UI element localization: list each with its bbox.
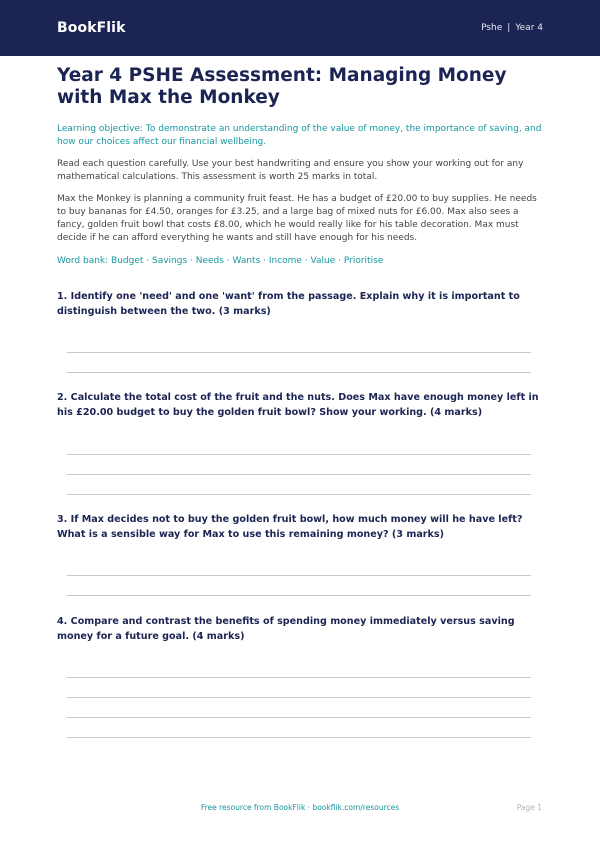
answer-line[interactable] bbox=[67, 595, 531, 596]
answer-line[interactable] bbox=[67, 454, 531, 455]
answer-line[interactable] bbox=[67, 474, 531, 475]
footer-credit[interactable]: Free resource from BookFlik · bookflik.com/resources bbox=[200, 803, 400, 812]
breadcrumb-year[interactable]: Year 4 bbox=[515, 23, 543, 33]
story-passage: Max the Monkey is planning a community fruit feast. He has a budget of £20.00 to buy supplies. He needs to buy bananas for £4.50, oranges for £3.25, and a large bag of mixed nuts for £6.00. Max also sees a fancy, golden fruit bowl that costs £8.00, which he would really like for his table decoration. Max must decide if he can afford everything he wants and still have enough for his needs. bbox=[57, 194, 537, 243]
question-3: 3. If Max decides not to buy the golden fruit bowl, how much money will he have left? What is a sensible way for Max to use this remaining money? (3 marks) bbox=[57, 514, 523, 540]
answer-line[interactable] bbox=[67, 737, 531, 738]
answer-line[interactable] bbox=[67, 575, 531, 576]
question-1: 1. Identify one 'need' and one 'want' from the passage. Explain why it is important to distinguish between the two. (3 marks) bbox=[57, 291, 520, 317]
header-bar bbox=[0, 0, 600, 56]
breadcrumb bbox=[481, 23, 543, 33]
answer-line[interactable] bbox=[67, 697, 531, 698]
page-number: Page 1 bbox=[516, 803, 542, 812]
worksheet-intro bbox=[57, 65, 543, 268]
breadcrumb-separator: | bbox=[507, 23, 511, 33]
word-bank: Word bank: Budget · Savings · Needs · Wants · Income · Value · Prioritise bbox=[57, 256, 384, 266]
answer-line[interactable] bbox=[67, 717, 531, 718]
answer-line[interactable] bbox=[67, 352, 531, 353]
breadcrumb-subject[interactable]: Pshe bbox=[481, 23, 503, 33]
learning-objective: Learning objective: To demonstrate an understanding of the value of money, the importance of saving, and how our choices affect our financial wellbeing. bbox=[57, 124, 542, 147]
instructions-text: Read each question carefully. Use your best handwriting and ensure you show your working out for any mathematical calculations. This assessment is worth 25 marks in total. bbox=[57, 159, 524, 182]
page-title: Year 4 PSHE Assessment: Managing Money with Max the Monkey bbox=[57, 65, 507, 108]
brand-logo[interactable]: BookFlik bbox=[57, 20, 126, 36]
question-2: 2. Calculate the total cost of the fruit and the nuts. Does Max have enough money left in his £20.00 budget to buy the golden fruit bowl? Show your working. (4 marks) bbox=[57, 392, 539, 418]
answer-line[interactable] bbox=[67, 494, 531, 495]
answer-line[interactable] bbox=[67, 677, 531, 678]
answer-line[interactable] bbox=[67, 372, 531, 373]
question-4: 4. Compare and contrast the benefits of spending money immediately versus saving money for a future goal. (4 marks) bbox=[57, 616, 515, 642]
